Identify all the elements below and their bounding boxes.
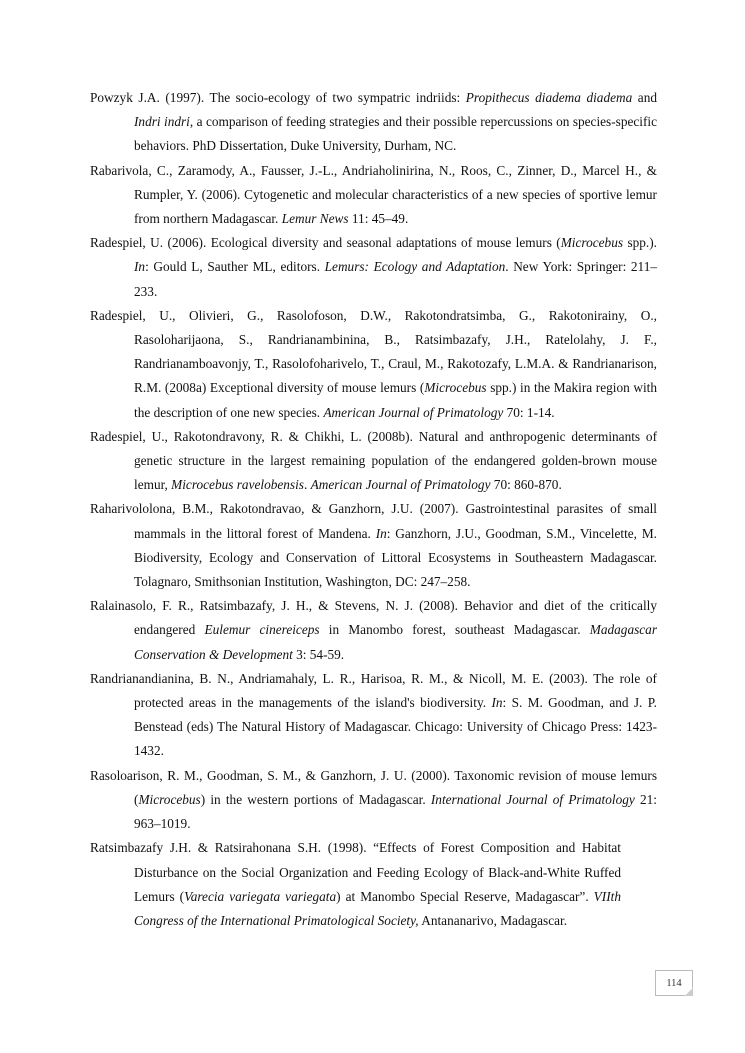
italic-run: Varecia variegata variegata <box>184 888 337 904</box>
text-run: : Gould L, Sauther ML, editors. <box>145 259 325 275</box>
reference-entry <box>90 231 657 304</box>
italic-run: In <box>375 525 387 541</box>
italic-run: Propithecus diadema diadema <box>465 90 633 105</box>
reference-entry <box>90 304 657 425</box>
text-run: spp.). <box>623 235 657 251</box>
italic-run: Microcebus <box>138 791 201 807</box>
text-run: Ratsimbazafy J.H. & Ratsirahonana S.H. (1998). “Effects of Forest Composition and Habitat Disturbance on the Social Organization and Feeding Ecology of Black-and-White Ruffed Lemurs ( <box>90 840 621 904</box>
text-run: Radespiel, U., Rakotondravony, R. & Chikhi, L. (2008b). Natural and anthropogenic determinants of genetic structure in the largest remaining population of the endangered golden-brown mouse lemur, <box>90 428 657 493</box>
italic-run: American Journal of Primatology <box>323 404 504 420</box>
reference-entry <box>90 836 621 933</box>
italic-run: Microcebus <box>424 380 487 396</box>
italic-run: VIIth Congress of the International Primatological Society, <box>134 888 621 928</box>
text-run: 11: 45–49. <box>348 211 409 227</box>
text-run: Raharivololona, B.M., Rakotondravao, & Ganzhorn, J.U. (2007). Gastrointestinal parasites of small mammals in the littoral forest of Mandena. <box>90 501 657 541</box>
reference-entry <box>90 497 657 594</box>
text-run: ) at Manombo Special Reserve, Madagascar”. <box>336 888 594 904</box>
reference-entry <box>90 764 657 837</box>
reference-entry <box>90 86 657 159</box>
text-run: 70: 1-14. <box>503 404 555 420</box>
italic-run: Indri indri <box>134 114 190 130</box>
italic-run: Lemur News <box>281 211 349 227</box>
reference-list <box>90 86 657 933</box>
text-run: Radespiel, U., Olivieri, G., Rasolofoson, D.W., Rakotondratsimba, G., Rakotonirainy, O., Rasoloharijaona, S., Randrianambinina, B., Ratsimbazafy, J.H., Ratelolahy, J. F., Randrianamboavonjy, T., Rasolofoharivelo, T., Craul, M., Rakotozafy, L.M.A. & Randrianarison, R.M. (2008a) Exceptional diversity of mouse lemurs ( <box>90 307 657 396</box>
text-run: 3: 54-59. <box>292 646 345 662</box>
text-run: : S. M. Goodman, and J. P. Benstead (eds) The Natural History of Madagascar. Chicago: University of Chicago Press: 1423-1432. <box>134 695 657 759</box>
text-run: Antananarivo, Madagascar. <box>418 912 568 928</box>
text-run: Rasoloarison, R. M., Goodman, S. M., & Ganzhorn, J. U. (2000). Taxonomic revision of mouse lemurs ( <box>90 767 657 807</box>
italic-run: In <box>491 695 503 711</box>
text-run: in Manombo forest, southeast Madagascar. <box>319 622 590 638</box>
reference-entry <box>90 425 657 498</box>
italic-run: Microcebus <box>560 235 624 251</box>
italic-run: American Journal of Primatology <box>310 477 491 493</box>
text-run: spp.) in the Makira region with the description of one new species. <box>134 380 657 420</box>
reference-entry <box>90 159 657 232</box>
text-run: Randrianandianina, B. N., Andriamahaly, L. R., Harisoa, R. M., & Nicoll, M. E. (2003). The role of protected areas in the managements of the island's biodiversity. <box>90 670 657 711</box>
reference-entry <box>90 594 657 667</box>
italic-run: Lemurs: Ecology and Adaptation <box>324 259 506 275</box>
text-run: Rabarivola, C., Zaramody, A., Fausser, J.-L., Andriaholinirina, N., Roos, C., Zinner, D., Marcel H., & Rumpler, Y. (2006). Cytogenetic and molecular characteristics of a new species of sportive lemur from northern Madagascar. <box>90 162 657 227</box>
text-run: 21: 963–1019. <box>134 791 657 832</box>
text-run: Ralainasolo, F. R., Ratsimbazafy, J. H., & Stevens, N. J. (2008). Behavior and diet of the critically endangered <box>90 598 657 638</box>
italic-run: Microcebus ravelobensis <box>171 477 304 493</box>
italic-run: Madagascar Conservation & Development <box>134 622 657 662</box>
text-run: . New York: Springer: 211–233. <box>134 259 657 299</box>
text-run: Powzyk J.A. (1997). The socio-ecology of two sympatric indriids: <box>90 90 466 105</box>
text-run: ) in the western portions of Madagascar. <box>200 791 431 807</box>
reference-entry <box>90 667 657 764</box>
text-run: , a comparison of feeding strategies and their possible repercussions on species-specific behaviors. PhD Dissertation, Duke University, Durham, NC. <box>134 114 658 154</box>
text-run: Radespiel, U. (2006). Ecological diversity and seasonal adaptations of mouse lemurs ( <box>90 235 561 251</box>
text-run: and <box>632 90 657 105</box>
italic-run: Eulemur cinereiceps <box>204 622 320 638</box>
text-run: : Ganzhorn, J.U., Goodman, S.M., Vincelette, M. Biodiversity, Ecology and Conservation of Littoral Ecosystems in Southeastern Madagascar. Tolagnaro, Smithsonian Institution, Washington, DC: 247–258. <box>134 525 657 590</box>
italic-run: International Journal of Primatology <box>430 791 635 807</box>
italic-run: In <box>134 259 146 275</box>
text-run: 70: 860-870. <box>490 477 562 493</box>
text-run: . <box>303 477 311 493</box>
page-number: 114 <box>655 970 693 996</box>
